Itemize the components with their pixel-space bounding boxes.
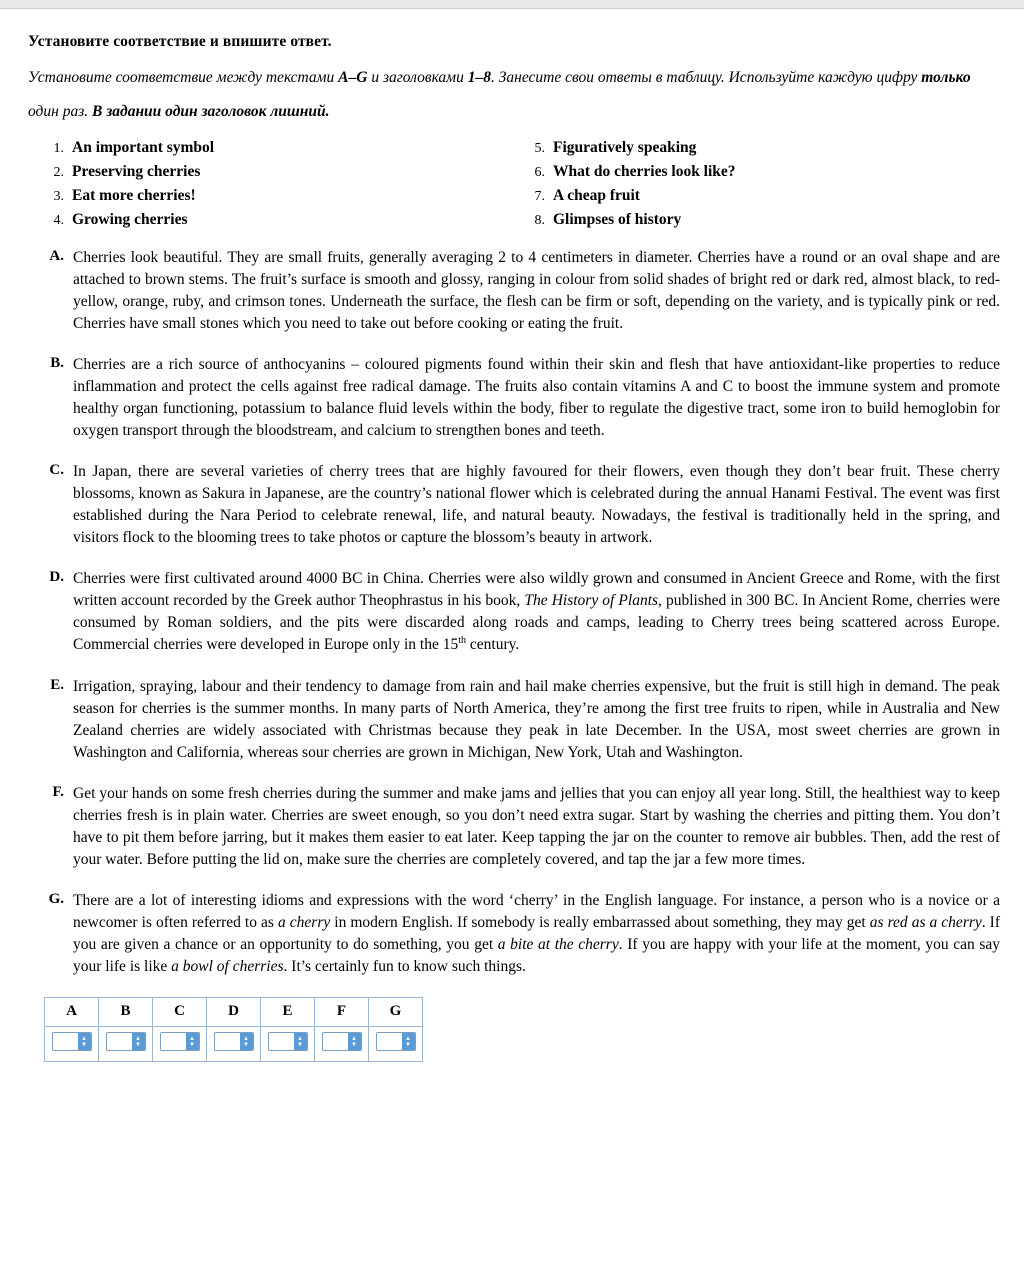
spinner-arrows-icon[interactable]: ▲ ▼: [240, 1033, 253, 1050]
heading-number: 5.: [534, 141, 545, 157]
heading-number: 8.: [534, 213, 545, 229]
answer-spinner-f[interactable]: [322, 1032, 362, 1051]
text-paragraph-b: [24, 354, 1000, 442]
heading-item: [38, 163, 519, 181]
ordinal-suffix: th: [458, 635, 466, 647]
paragraph-g-part3: . If you are given a chance or an opportunity to do something, you get: [73, 913, 1001, 953]
answer-input-a[interactable]: [53, 1033, 78, 1050]
heading-number: 1.: [53, 141, 64, 157]
paragraph-body: Cherries are a rich source of anthocyanins – coloured pigments found within their skin and flesh that have antioxidant-like properties to reduce inflammation and protect the cells against free radical damage. The fruits also contain vitamins A and C to boost the immune system and promote healthy organ functioning, potassium to balance fluid levels within the body, fiber to regulate the digestive tract, some iron to build hemoglobin for oxygen transport through the bloodstream, and calcium to strengthen bones and teeth.: [73, 356, 1000, 440]
text-paragraph-d: [24, 568, 1000, 656]
answer-column-header-d: D: [207, 997, 261, 1026]
heading-number: 7.: [534, 189, 545, 205]
answer-cell-a[interactable]: [45, 1026, 99, 1061]
answer-spinner-e[interactable]: [268, 1032, 308, 1051]
instructions-prefix: Установите соответствие между текстами: [28, 69, 339, 86]
answer-input-c[interactable]: [161, 1033, 186, 1050]
paragraph-body: In Japan, there are several varieties of cherry trees that are highly favoured for their flowers, even though they don’t bear fruit. These cherry blossoms, known as Sakura in Japanese, are the country’s national flower which is celebrated during the annual Hanami Festival. The event was first established during the Nara Period to celebrate renewal, life, and natural beauty. Nowadays, the festival is traditionally held in the spring, and visitors flock to the blooming trees to take photos or capture the blossom’s beauty in artwork.: [73, 463, 1000, 547]
heading-item: [519, 211, 1000, 229]
answer-spinner-d[interactable]: [214, 1032, 254, 1051]
paragraph-body: Get your hands on some fresh cherries during the summer and make jams and jellies that you can enjoy all year long. Still, the healthiest way to keep cherries fresh is in plain water. Cherries are sweet enough, so you don’t need extra sugar. Start by washing the cherries and pitting them. You don’t have to pit them before jarring, but it makes them easier to eat later. Keep tapping the jar on the counter to remove air bubbles. Then, add the rest of your water. Before putting the lid on, make sure the cherries are completely covered, and tap the jar a few more times.: [73, 784, 1000, 868]
instructions-texts-range: A–G: [338, 69, 368, 86]
answer-spinner-c[interactable]: [160, 1032, 200, 1051]
heading-item: [519, 139, 1000, 157]
idiom-a-cherry: a cherry: [277, 913, 331, 931]
heading-label: An important symbol: [72, 139, 215, 157]
task-instructions-line2: [28, 103, 1000, 121]
heading-label: Eat more cherries!: [72, 187, 196, 205]
heading-number: 6.: [534, 165, 545, 181]
answer-column-header-b: B: [99, 997, 153, 1026]
answer-input-b[interactable]: [107, 1033, 132, 1050]
headings-list: [24, 139, 1000, 229]
document-page: [0, 9, 1024, 1072]
answer-column-header-a: A: [45, 997, 99, 1026]
spinner-arrows-icon[interactable]: ▲ ▼: [402, 1033, 415, 1050]
instructions-only: только: [921, 69, 971, 86]
spinner-arrows-icon[interactable]: ▲ ▼: [78, 1033, 91, 1050]
book-title: The History of Plants: [524, 592, 659, 610]
text-paragraph-e: [24, 676, 1000, 764]
answer-input-g[interactable]: [377, 1033, 402, 1050]
paragraph-d-part3: century.: [466, 636, 520, 654]
answers-section: [44, 997, 1000, 1062]
answer-column-header-c: C: [153, 997, 207, 1026]
paragraph-letter: B.: [50, 355, 64, 372]
paragraph-body: Cherries look beautiful. They are small fruits, generally averaging 2 to 4 centimeters in diameter. Cherries have a round or an oval shape and are attached to brown stems. The fruit’s surface is smooth and glossy, ranging in colour from solid shades of bright red or dark red, almost black, to red-yellow, orange, ruby, and crimson tones. Underneath the surface, the flesh can be firm or soft, depending on the variety, and is typically pink or red. Cherries have small stones which you need to take out before cooking or eating the fruit.: [73, 249, 1000, 333]
paragraph-g-part4: . If you are happy with your life at the moment, you can say your life is like: [73, 935, 1001, 975]
heading-item: [519, 163, 1000, 181]
spinner-arrows-icon[interactable]: ▲ ▼: [294, 1033, 307, 1050]
heading-item: [38, 211, 519, 229]
answer-table-header-row: [45, 997, 423, 1026]
answer-cell-b[interactable]: [99, 1026, 153, 1061]
page-title: Установите соответствие и впишите ответ.: [28, 33, 332, 50]
paragraph-d-part2: , published in 300 BC. In Ancient Rome, cherries were consumed by Roman soldiers, and the pits were discarded along roads and camps, leading to Cherry trees being scattered across Europe. Commercial cherries were developed in Europe only in the 15: [73, 592, 1000, 654]
answer-spinner-a[interactable]: [52, 1032, 92, 1051]
paragraph-letter: F.: [52, 783, 64, 800]
answer-input-e[interactable]: [269, 1033, 294, 1050]
paragraph-body: [73, 890, 1000, 978]
answer-table-input-row: [45, 1026, 423, 1061]
heading-label: Figuratively speaking: [553, 139, 697, 157]
heading-number: 2.: [53, 165, 64, 181]
answer-cell-c[interactable]: [153, 1026, 207, 1061]
heading-label: A cheap fruit: [553, 187, 640, 205]
paragraph-d-part1: Cherries were first cultivated around 4000 BC in China. Cherries were also wildly grown and consumed in Ancient Greece and Rome, with the first written account recorded by the Greek author Theophrastus in his book,: [73, 570, 1000, 610]
paragraph-body: Irrigation, spraying, labour and their tendency to damage from rain and hail make cherries expensive, but the fruit is still high in demand. The peak season for cherries is the summer months. In many parts of North America, they’re among the first tree fruits to ripen, while in Australia and New Zealand cherries are widely associated with Christmas because they peak in late December. In the USA, most sweet cherries are grown in Washington and California, whereas sour cherries are grown in Michigan, New York, Utah and Washington.: [73, 677, 1000, 761]
heading-label: What do cherries look like?: [553, 163, 736, 181]
spinner-arrows-icon[interactable]: ▲ ▼: [132, 1033, 145, 1050]
answer-spinner-g[interactable]: [376, 1032, 416, 1051]
answer-cell-e[interactable]: [261, 1026, 315, 1061]
paragraph-letter: A.: [49, 248, 64, 265]
instructions-suffix: . Занесите свои ответы в таблицу. Используйте каждую цифру: [490, 69, 922, 86]
idiom-as-red-as-a-cherry: as red as a cherry: [869, 913, 982, 931]
spinner-arrows-icon[interactable]: ▲ ▼: [186, 1033, 199, 1050]
answer-cell-g[interactable]: [369, 1026, 423, 1061]
paragraph-g-part5: . It’s certainly fun to know such things.: [283, 957, 526, 975]
spinner-arrows-icon[interactable]: ▲ ▼: [348, 1033, 361, 1050]
paragraph-letter: E.: [50, 676, 64, 693]
paragraph-g-part2: in modern English. If somebody is really embarrassed about something, they may get: [330, 913, 870, 931]
text-paragraph-c: [24, 461, 1000, 549]
heading-label: Preserving cherries: [72, 163, 201, 181]
answer-cell-d[interactable]: [207, 1026, 261, 1061]
answer-cell-f[interactable]: [315, 1026, 369, 1061]
text-paragraph-f: [24, 783, 1000, 871]
heading-label: Glimpses of history: [553, 211, 682, 229]
answer-column-header-f: F: [315, 997, 369, 1026]
idiom-a-bite-at-the-cherry: a bite at the cherry: [497, 935, 619, 953]
instructions-mid: и заголовками: [367, 69, 468, 86]
heading-item: [519, 187, 1000, 205]
text-paragraph-a: [24, 247, 1000, 335]
heading-label: Growing cherries: [72, 211, 188, 229]
paragraph-g-part1: There are a lot of interesting idioms and expressions with the word ‘cherry’ in the English language. For instance, a person who is a novice or a newcomer is often referred to as: [73, 891, 1000, 931]
instructions-headings-range: 1–8: [467, 69, 491, 86]
paragraph-letter: C.: [49, 462, 64, 479]
browser-chrome-strip: [0, 0, 1024, 9]
answer-spinner-b[interactable]: [106, 1032, 146, 1051]
heading-item: [38, 139, 519, 157]
paragraph-letter: G.: [48, 890, 64, 907]
text-paragraph-g: [24, 890, 1000, 978]
paragraph-letter: D.: [49, 569, 64, 586]
task-instructions: [28, 67, 1000, 89]
answer-input-f[interactable]: [323, 1033, 348, 1050]
instructions-extra-heading: В задании один заголовок лишний.: [92, 103, 330, 121]
instructions-once: один раз.: [28, 103, 92, 121]
heading-number: 4.: [53, 213, 64, 229]
idiom-a-bowl-of-cherries: a bowl of cherries: [171, 957, 284, 975]
answer-input-d[interactable]: [215, 1033, 240, 1050]
heading-item: [38, 187, 519, 205]
paragraph-body: [73, 568, 1000, 656]
answer-table: [44, 997, 423, 1062]
heading-number: 3.: [53, 189, 64, 205]
answer-column-header-e: E: [261, 997, 315, 1026]
answer-column-header-g: G: [369, 997, 423, 1026]
